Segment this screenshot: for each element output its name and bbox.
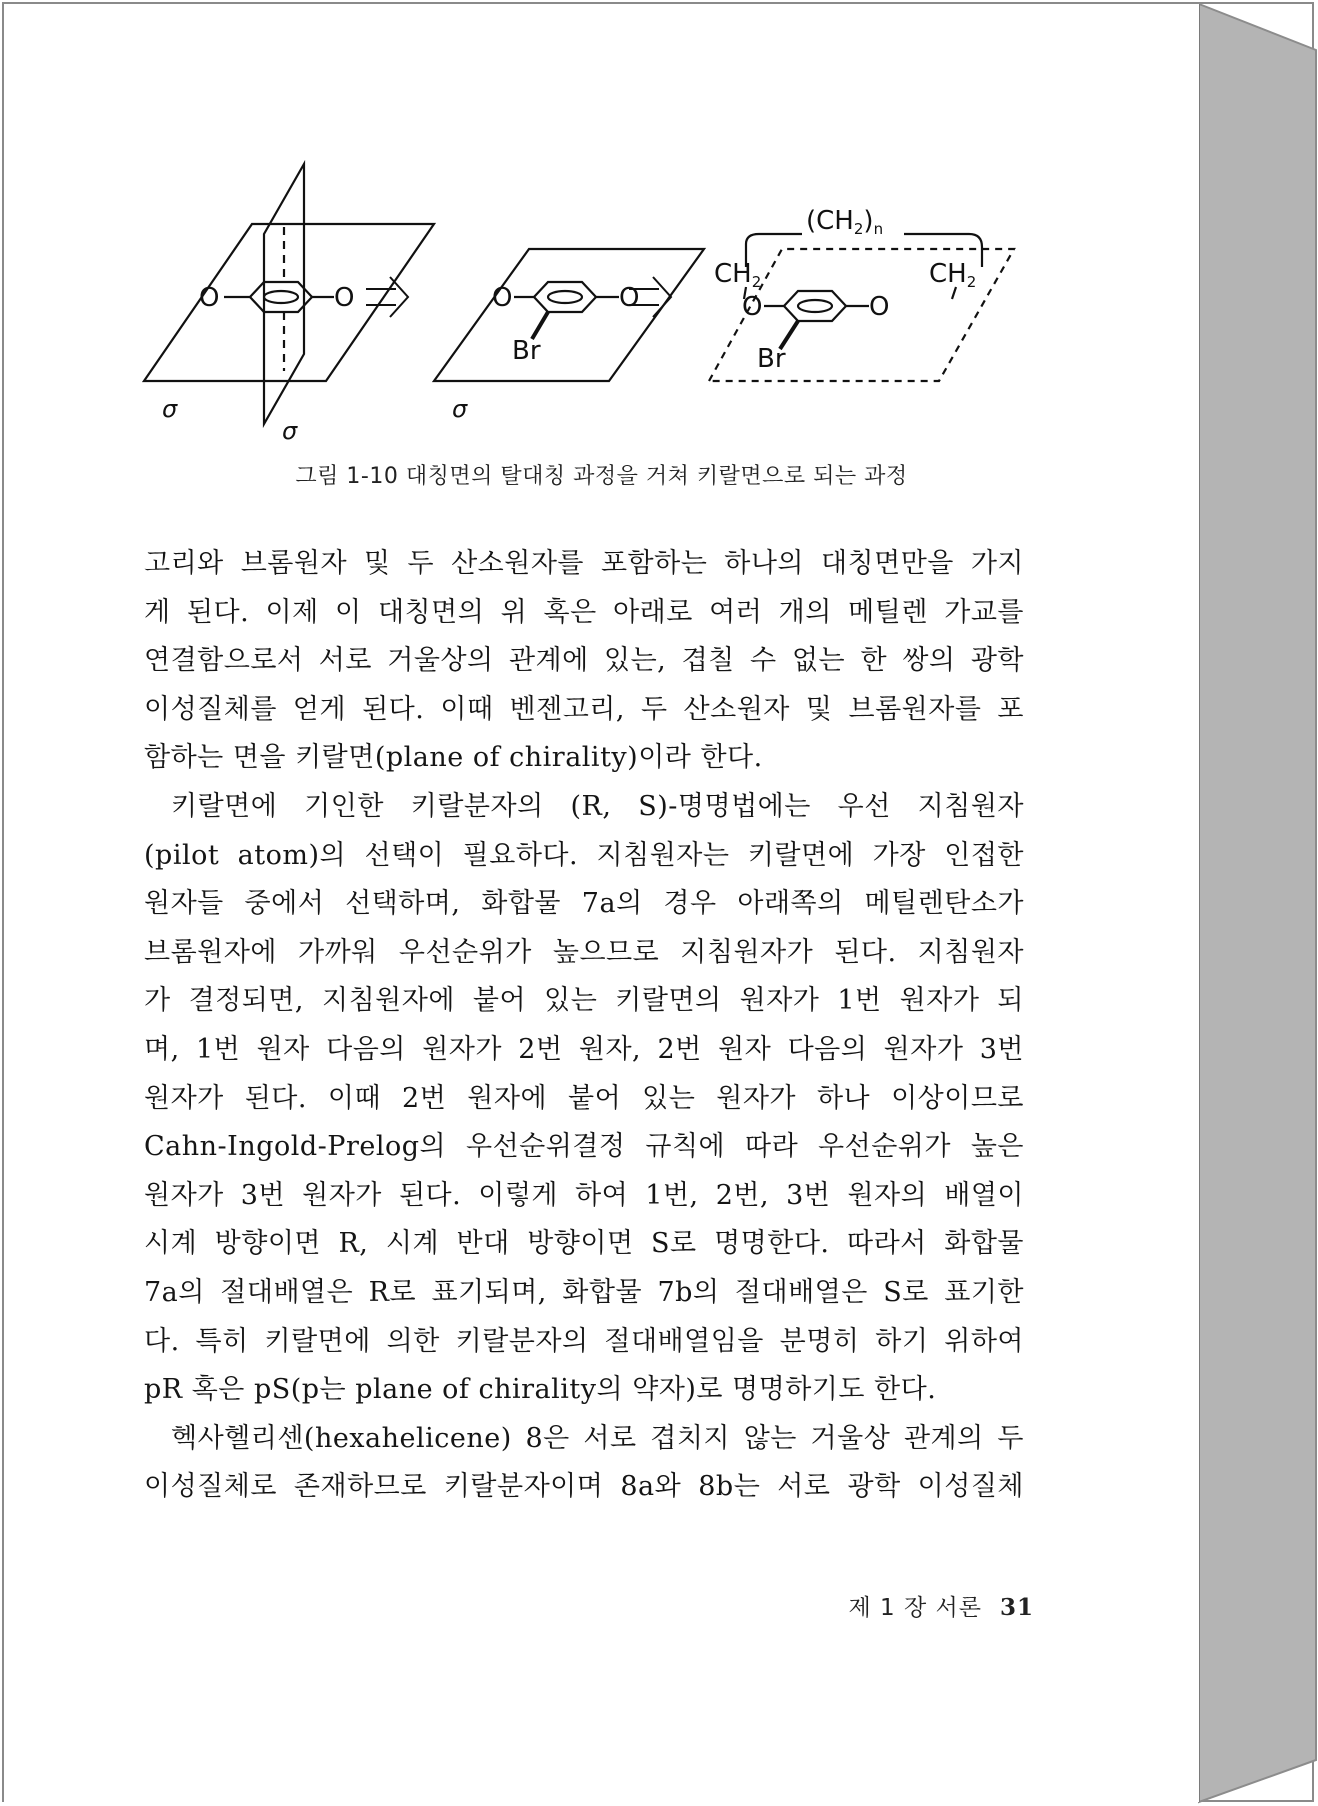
text-line: 원자가 된다. 이때 2번 원자에 붙어 있는 원자가 하나 이상이므로 [144, 1082, 1024, 1114]
chapter-title: 제 1 장 서론 [848, 1595, 982, 1621]
benzene-ring-3 [784, 291, 846, 321]
text-line: 이성질체를 얻게 된다. 이때 벤젠고리, 두 산소원자 및 브롬원자를 포 [144, 693, 1024, 725]
text-line: 시계 방향이면 R, 시계 반대 방향이면 S로 명명한다. 따라서 화합물 [144, 1228, 1024, 1260]
bromine-label: Br [757, 344, 786, 374]
paragraph [144, 783, 1024, 1415]
text-line: 원자들 중에서 선택하며, 화합물 7a의 경우 아래쪽의 메틸렌탄소가 [144, 888, 1024, 920]
figure-caption: 그림 1-10 대칭면의 탈대칭 과정을 거쳐 키랄면으로 되는 과정 [295, 464, 908, 489]
text-line: 원자가 3번 원자가 된다. 이렇게 하여 1번, 2번, 3번 원자의 배열이 [144, 1179, 1024, 1211]
text-line: 고리와 브롬원자 및 두 산소원자를 포함하는 하나의 대칭면만을 가지 [144, 548, 1024, 579]
oxygen-label: O [199, 283, 220, 313]
text-line: 함하는 면을 키랄면(plane of chirality)이라 한다. [144, 742, 763, 774]
figure-svg [134, 149, 1034, 449]
text-line: 브롬원자에 가까워 우선순위가 높으므로 지침원자가 된다. 지침원자 [144, 936, 1024, 968]
page-footer [784, 1589, 1034, 1622]
text-line: 다. 특히 키랄면에 의한 키랄분자의 절대배열임을 분명히 하기 위하여 [144, 1325, 1024, 1357]
text-line: 가 결정되면, 지침원자에 붙어 있는 키랄면의 원자가 1번 원자가 되 [144, 985, 1024, 1017]
text-line: (pilot atom)의 선택이 필요하다. 지침원자는 키랄면에 가장 인접한 [144, 839, 1024, 871]
text-line: 헥사헬리센(hexahelicene) 8은 서로 겹치지 않는 거울상 관계의 두 [171, 1422, 1024, 1454]
oxygen-label: O [492, 283, 513, 313]
sigma-label: σ [162, 395, 178, 423]
paragraph [144, 540, 1024, 783]
bridge-label: (CH2)n [806, 206, 884, 238]
benzene-ring-1 [250, 282, 312, 312]
oxygen-label: O [619, 283, 640, 313]
chirality-plane-figure [134, 149, 1034, 449]
body-text [144, 540, 1024, 1512]
text-line: 연결함으로서 서로 거울상의 관계에 있는, 겹칠 수 없는 한 쌍의 광학 [144, 645, 1024, 677]
oxygen-label: O [742, 292, 763, 322]
sigma-label: σ [452, 395, 468, 423]
text-line: 이성질체로 존재하므로 키랄분자이며 8a와 8b는 서로 광학 이성질체 [144, 1471, 1024, 1503]
oxygen-label: O [869, 292, 890, 322]
ch2-label: CH2 [929, 259, 977, 291]
text-line: pR 혹은 pS(p는 plane of chirality의 약자)로 명명하기도 한다. [144, 1374, 937, 1406]
text-line: 키랄면에 기인한 키랄분자의 (R, S)-명명법에는 우선 지침원자 [171, 790, 1024, 822]
ch2-label: CH2 [714, 259, 762, 291]
book-page [4, 4, 1199, 1802]
text-line: 7a의 절대배열은 R로 표기되며, 화합물 7b의 절대배열은 S로 표기한 [144, 1276, 1024, 1308]
mirror-plane-vertical [264, 164, 304, 424]
sigma-label: σ [282, 417, 298, 445]
text-line: 게 된다. 이제 이 대칭면의 위 혹은 아래로 여러 개의 메틸렌 가교를 [144, 596, 1024, 628]
mirror-plane-2 [434, 249, 704, 381]
paragraph [144, 1415, 1024, 1512]
text-line: 며, 1번 원자 다음의 원자가 2번 원자, 2번 원자 다음의 원자가 3번 [144, 1033, 1024, 1065]
bromine-label: Br [512, 336, 541, 366]
benzene-ring-2 [534, 282, 596, 312]
text-line: Cahn-Ingold-Prelog의 우선순위결정 규칙에 따라 우선순위가 높은 [144, 1131, 1024, 1163]
page-number: 31 [999, 1594, 1034, 1621]
arrow-1 [366, 277, 408, 317]
oxygen-label: O [334, 283, 355, 313]
